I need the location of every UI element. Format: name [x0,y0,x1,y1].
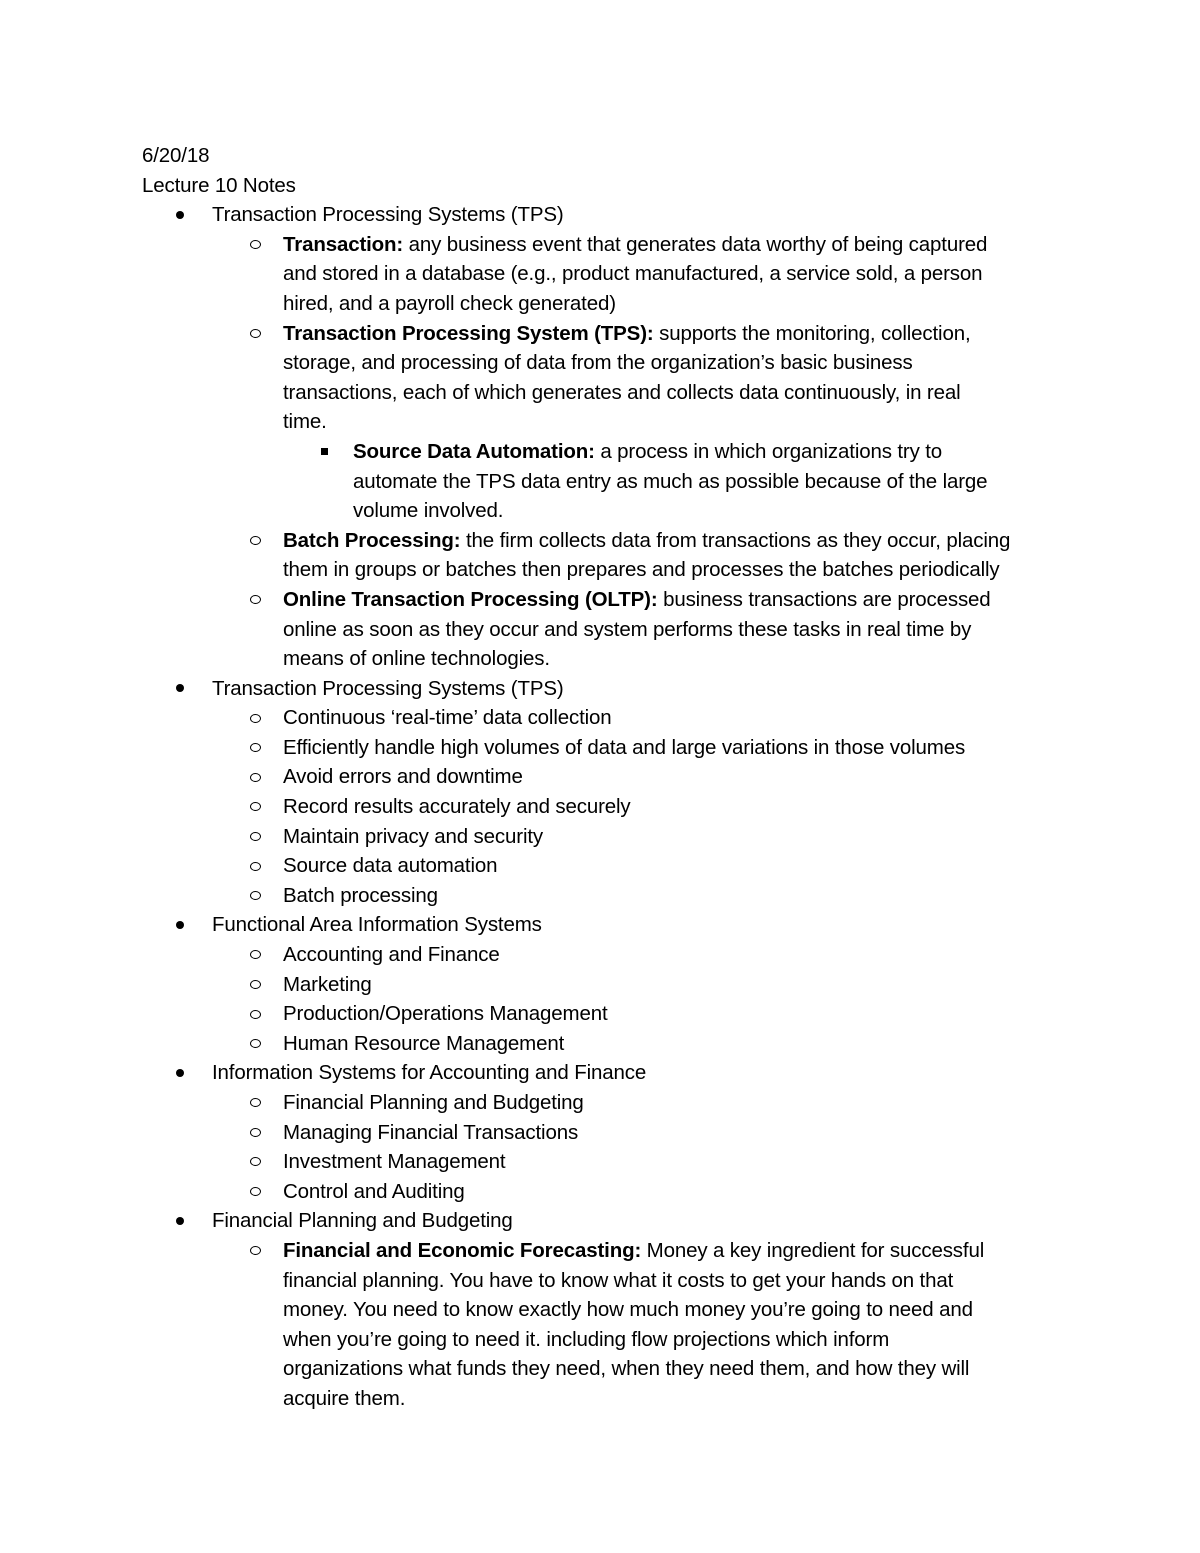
section-heading: Financial Planning and Budgeting [212,1209,513,1233]
list-item [142,792,1062,822]
definition-text: money. You need to know exactly how much money you’re going to need and [283,1298,973,1322]
bullet-dot-icon [170,1058,190,1088]
bullet-circle-icon [245,1177,265,1207]
list-item-text: Continuous ‘real-time’ data collection [283,706,612,730]
bullet-circle-icon [245,1029,265,1059]
section-heading: Functional Area Information Systems [212,913,542,937]
definition-text: transactions, each of which generates and collects data continuously, in real [283,380,961,404]
definition-text: online as soon as they occur and system performs these tasks in real time by [283,617,972,641]
list-item [142,881,1062,911]
bullet-circle-icon [245,940,265,970]
term: Batch Processing: [283,528,461,552]
term: Transaction Processing System (TPS): [283,321,654,345]
bullet-circle-icon [245,733,265,763]
section-heading: Transaction Processing Systems (TPS) [212,676,564,700]
term: Online Transaction Processing (OLTP): [283,587,658,611]
bullet-circle-icon [245,230,265,260]
section-heading: Transaction Processing Systems (TPS) [212,203,564,227]
bullet-circle-icon [245,881,265,911]
list-item [142,970,1062,1000]
definition-text: volume involved. [353,499,504,523]
bullet-circle-icon [245,792,265,822]
list-item-text: Maintain privacy and security [283,824,543,848]
list-item-text: Accounting and Finance [283,943,500,967]
list-item-text: Human Resource Management [283,1031,565,1055]
bullet-dot-icon [170,910,190,940]
bullet-circle-icon [245,526,265,556]
bullet-circle-icon [245,1236,265,1266]
list-item [142,1118,1062,1148]
definition-text: hired, and a payroll check generated) [283,291,616,315]
definition-text: business transactions are processed [657,587,991,611]
bullet-circle-icon [245,970,265,1000]
list-item [142,940,1062,970]
list-item-text: Avoid errors and downtime [283,765,523,789]
list-item [142,762,1062,792]
list-item-text: Investment Management [283,1150,506,1174]
sub-bullet-item [142,319,1062,437]
list-item-text: Efficiently handle high volumes of data and large variations in those volumes [283,735,966,759]
sub-bullet-item [142,526,1062,585]
list-item [142,1029,1062,1059]
list-item [142,999,1062,1029]
list-item [142,822,1062,852]
term: Financial and Economic Forecasting: [283,1238,642,1262]
bullet-circle-icon [245,999,265,1029]
sub-bullet-item [142,230,1062,319]
bullet-circle-icon [245,822,265,852]
definition-text: supports the monitoring, collection, [653,321,971,345]
list-item-text: Batch processing [283,883,438,907]
bullet-item [142,1206,1062,1236]
list-item-text: Marketing [283,972,372,996]
definition-text: automate the TPS data entry as much as possible because of the large [353,469,988,493]
bullet-circle-icon [245,703,265,733]
definition-text: Money a key ingredient for successful [641,1238,985,1262]
list-item-text: Managing Financial Transactions [283,1120,579,1144]
bullet-circle-icon [245,1088,265,1118]
bullet-circle-icon [245,762,265,792]
definition-text: organizations what funds they need, when they need them, and how they will [283,1357,970,1381]
bullet-circle-icon [245,851,265,881]
definition-text: a process in which organizations try to [594,439,943,463]
bullet-dot-icon [170,1206,190,1236]
sub-bullet-item [142,1236,1062,1414]
list-item [142,733,1062,763]
bullet-item [142,1058,1062,1088]
list-item-text: Control and Auditing [283,1179,465,1203]
bullet-circle-icon [245,1118,265,1148]
definition-text: financial planning. You have to know what it costs to get your hands on that [283,1268,954,1292]
date-line: 6/20/18 [142,144,210,167]
definition-text: storage, and processing of data from the organization’s basic business [283,351,913,375]
definition-text: any business event that generates data worthy of being captured [403,232,988,256]
notes-title: Lecture 10 Notes [142,173,296,197]
list-item-text: Production/Operations Management [283,1002,608,1026]
list-item [142,1177,1062,1207]
bullet-circle-icon [245,1147,265,1177]
bullet-dot-icon [170,674,190,704]
notes-body [142,141,1062,1414]
definition-text: means of online technologies. [283,647,550,671]
bullet-dot-icon [170,200,190,230]
term: Source Data Automation: [353,439,595,463]
section-heading: Information Systems for Accounting and Finance [212,1061,647,1085]
list-item [142,851,1062,881]
definition-text: them in groups or batches then prepares and processes the batches periodically [283,558,1000,582]
list-item [142,703,1062,733]
definition-text: and stored in a database (e.g., product manufactured, a service sold, a person [283,262,983,286]
definition-text: time. [283,410,327,434]
term: Transaction: [283,232,404,256]
bullet-item [142,674,1062,704]
bullet-circle-icon [245,585,265,615]
list-item-text: Financial Planning and Budgeting [283,1091,584,1114]
bullet-item [142,200,1062,230]
bullet-item [142,910,1062,940]
sub-bullet-item [142,585,1062,674]
sub-sub-bullet-item [142,437,1062,526]
definition-text: when you’re going to need it. including flow projections which inform [283,1327,890,1351]
bullet-circle-icon [245,319,265,349]
definition-text: the firm collects data from transactions as they occur, placing [460,528,1011,552]
bullet-square-icon [314,437,334,467]
definition-text: acquire them. [283,1386,406,1410]
list-item-text: Source data automation [283,854,498,878]
list-item [142,1147,1062,1177]
list-item [142,1088,1062,1118]
list-item-text: Record results accurately and securely [283,795,631,819]
